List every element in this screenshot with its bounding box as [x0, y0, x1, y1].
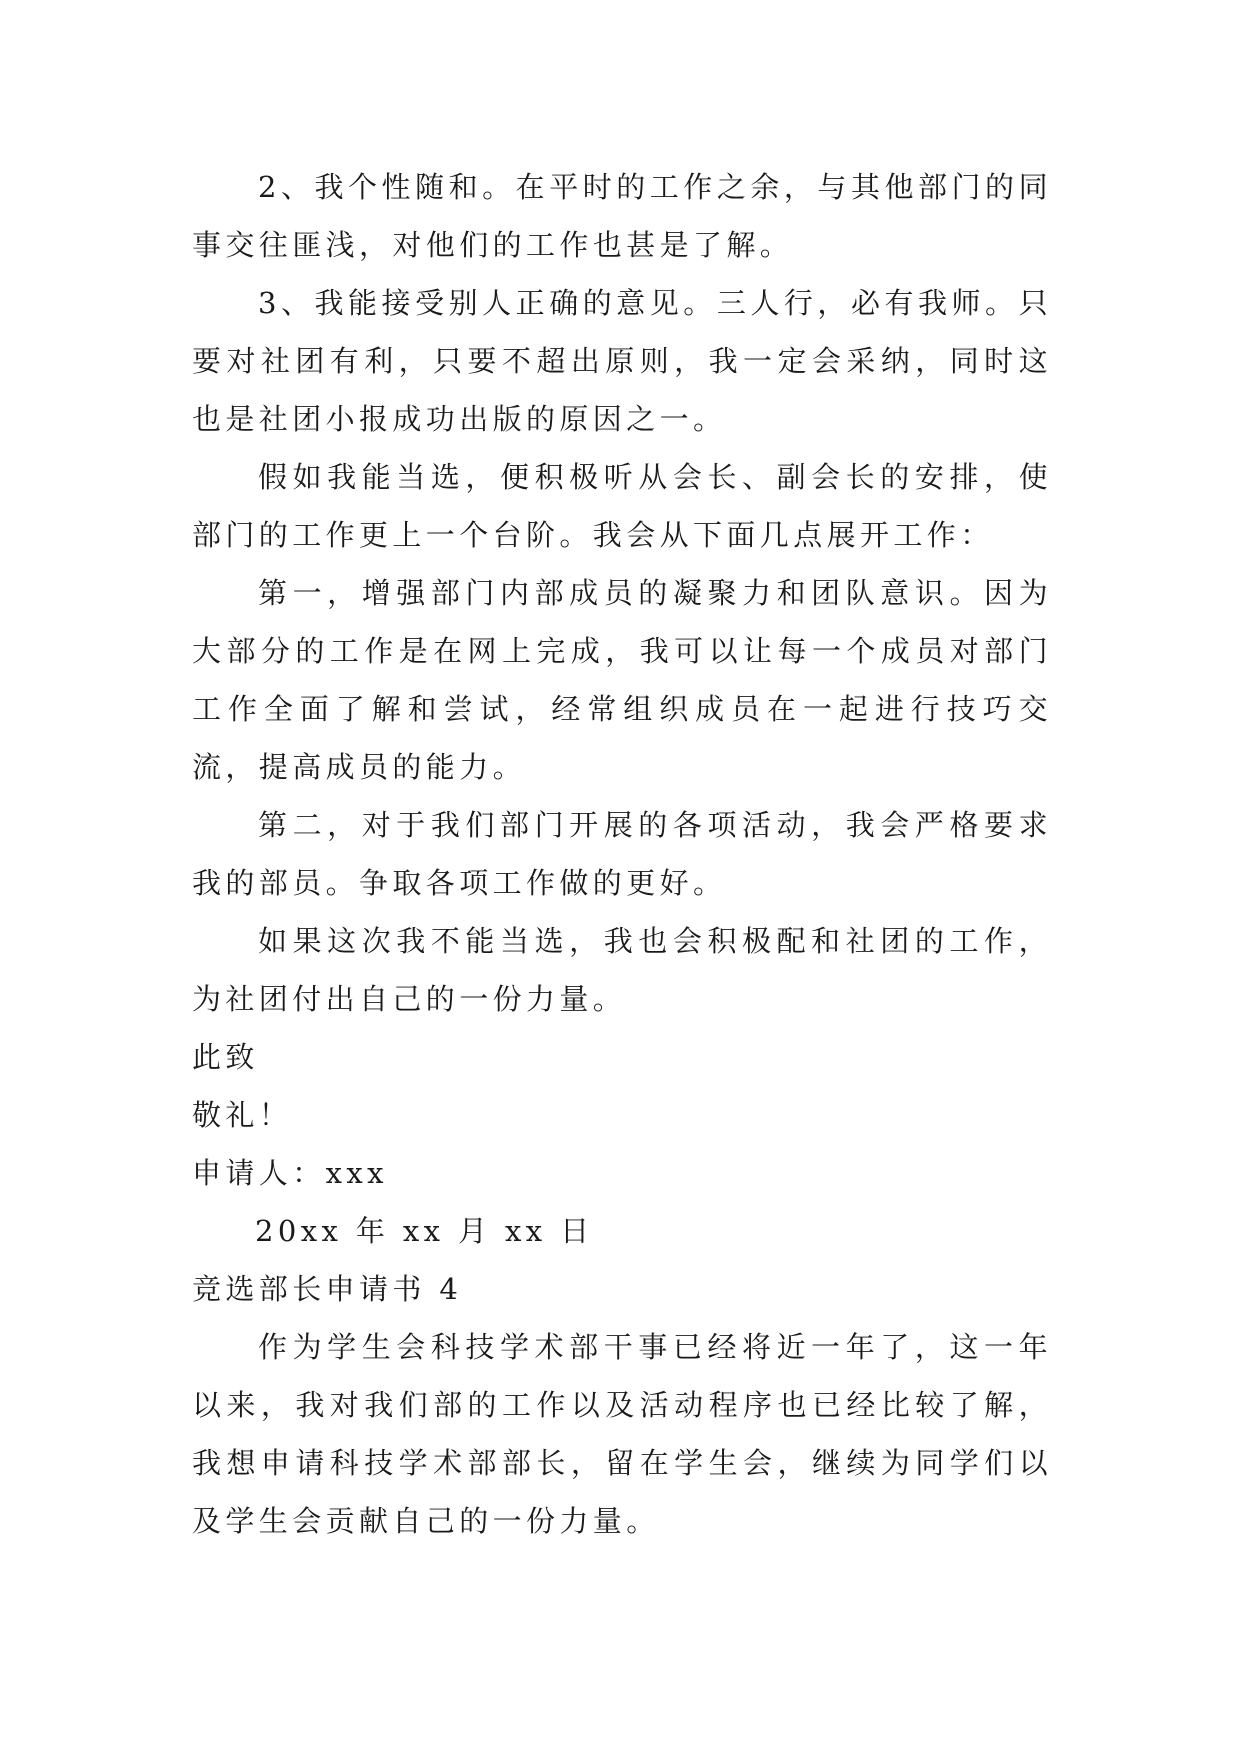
closing-regards: 敬礼！	[192, 1098, 293, 1132]
section-title: 竞选部长申请书 4	[192, 1272, 463, 1306]
applicant-signature: 申请人：xxx	[192, 1156, 388, 1190]
paragraph-if-not-elected: 如果这次我不能当选，我也会积极配和社团的工作，为社团付出自己的一份力量。	[192, 924, 1052, 1016]
paragraph-accept-opinions: 3、我能接受别人正确的意见。三人行，必有我师。只要对社团有利，只要不超出原则，我一定会采纳，同时这也是社团小报成功出版的原因之一。	[192, 286, 1052, 436]
paragraph-section-intro: 作为学生会科技学术部干事已经将近一年了，这一年以来，我对我们部的工作以及活动程序也已经比较了解，我想申请科技学术部部长，留在学生会，继续为同学们以及学生会贡献自己的一份力量。	[192, 1330, 1052, 1538]
document-body	[192, 158, 1052, 1550]
closing-salutation: 此致	[192, 1040, 259, 1074]
paragraph-second-point: 第二，对于我们部门开展的各项活动，我会严格要求我的部员。争取各项工作做的更好。	[192, 808, 1052, 900]
application-date: 20xx 年 xx 月 xx 日	[255, 1214, 594, 1248]
paragraph-if-elected: 假如我能当选，便积极听从会长、副会长的安排，使部门的工作更上一个台阶。我会从下面几点展开工作：	[192, 460, 1052, 552]
paragraph-personality: 2、我个性随和。在平时的工作之余，与其他部门的同事交往匪浅，对他们的工作也甚是了解。	[192, 170, 1052, 262]
paragraph-first-point: 第一，增强部门内部成员的凝聚力和团队意识。因为大部分的工作是在网上完成，我可以让每一个成员对部门工作全面了解和尝试，经常组织成员在一起进行技巧交流，提高成员的能力。	[192, 576, 1052, 784]
